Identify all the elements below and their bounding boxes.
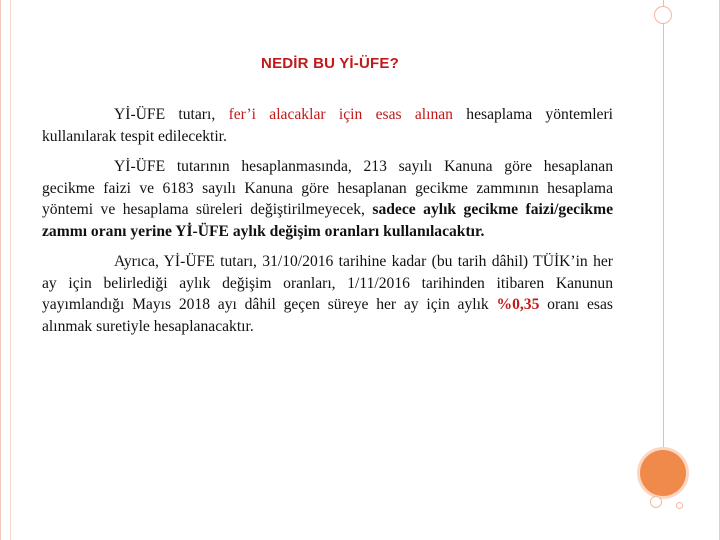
p1-text-c: hesaplama yöntemleri kullanılarak tespit edilecektir. [42,106,613,145]
p2-text-a: Yİ-ÜFE tutarının hesaplanmasında, 213 sayılı Kanuna göre hesaplanan gecikme faizi ve 6183 sayılı Kanuna göre hesaplanan gecikme zammının hesaplama yöntemi ve hesaplama süreleri değiştirilmeyecek, [42,158,613,218]
decor-circle-small [650,496,662,508]
p2-bold: sadece aylık gecikme faizi/gecikme zammı oranı yerine Yİ-ÜFE aylık değişim oranları kullanılacaktır. [42,201,613,240]
slide-body [42,104,613,346]
p3-rate: %0,35 [496,296,540,313]
paragraph-3 [42,251,613,337]
decor-circle-tiny [676,502,683,509]
decor-circle-top [654,6,672,24]
p3-text-c: oranı esas alınmak suretiyle hesaplanacaktır. [42,296,613,335]
decor-circle-orange [640,450,686,496]
slide-title: NEDİR BU Yİ-ÜFE? [261,55,399,72]
p3-text-a: Ayrıca, Yİ-ÜFE tutarı, 31/10/2016 tarihine kadar (bu tarih dâhil) TÜİK’in her ay için belirlediği aylık değişim oranları, 1/11/2016 tarihinden itibaren Kanunun yayımlandığı Mayıs 2018 ayı dâhil geçen süreye her ay için aylık [42,253,613,313]
p1-text-a: Yİ-ÜFE tutarı, [114,106,229,123]
paragraph-2 [42,156,613,242]
paragraph-1 [42,104,613,147]
p1-highlight: fer’i alacaklar için esas alınan [228,106,453,123]
decor-vertical-line [663,0,664,450]
slide-inner-border [10,0,11,540]
